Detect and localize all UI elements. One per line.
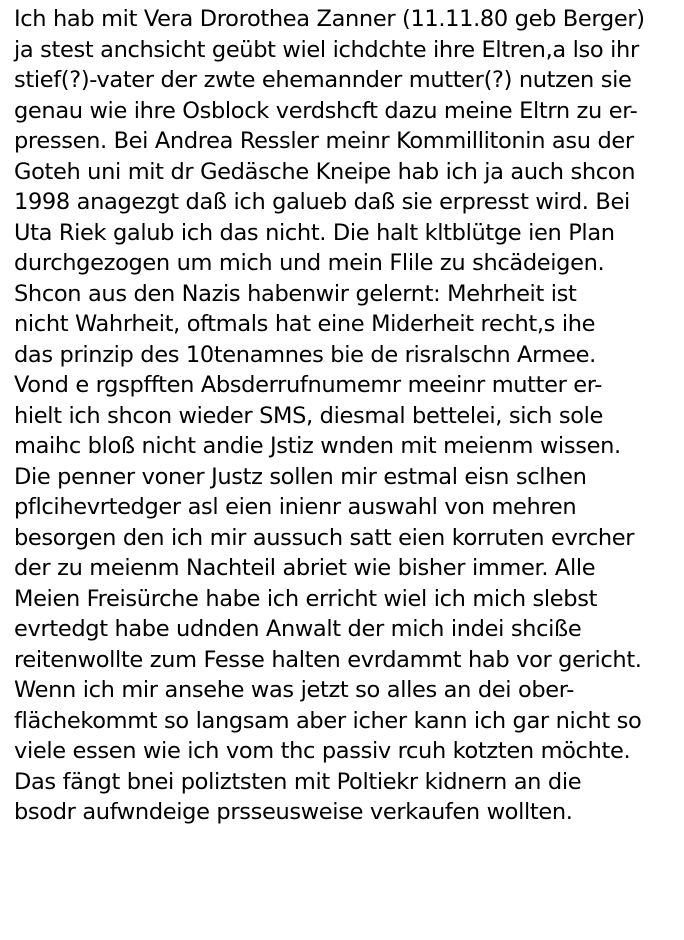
text-line-19: der zu meienm Nachteil abriet wie bisher immer. Alle	[14, 555, 596, 581]
text-line-1: Ich hab mit Vera Drorothea Zanner (11.11.80 geb Berger)	[14, 6, 645, 32]
text-line-15: maihc bloß nicht andie Jstiz wnden mit meienm wissen.	[14, 433, 621, 459]
text-line-6: Goteh uni mit dr Gedäsche Kneipe hab ich ja auch shcon	[14, 158, 636, 185]
text-line-3: stief(?)-vater der zwte ehemannder mutter(?) nutzen sie	[14, 67, 632, 93]
text-line-7: 1998 anagezgt daß ich galueb daß sie erpresst wird. Bei	[14, 189, 630, 215]
body-text	[14, 4, 680, 828]
text-line-2: ja stest anchsicht geübt wiel ichdchte ihre Eltren,a lso ihr	[14, 36, 639, 63]
text-line-12: das prinzip des 10tenamnes bie de risralschn Armee.	[14, 341, 596, 368]
text-line-8: Uta Riek galub ich das nicht. Die halt kltblütge ien Plan	[14, 219, 615, 246]
text-line-25: viele essen wie ich vom thc passiv rcuh kotzten möchte.	[14, 738, 631, 764]
text-line-16: Die penner voner Justz sollen mir estmal eisn sclhen	[14, 463, 587, 490]
text-line-9: durchgezogen um mich und mein Flile zu shcädeigen.	[14, 250, 605, 276]
text-line-24: flächekommt so langsam aber icher kann ich gar nicht so	[14, 707, 642, 734]
text-line-14: hielt ich shcon wieder SMS, diesmal bettelei, sich sole	[14, 402, 604, 429]
text-line-11: nicht Wahrheit, oftmals hat eine Miderheit recht,s ihe	[14, 311, 596, 337]
text-line-20: Meien Freisürche habe ich erricht wiel ich mich slebst	[14, 585, 598, 612]
text-line-18: besorgen den ich mir aussuch satt eien korruten evrcher	[14, 524, 635, 551]
text-line-22: reitenwollte zum Fesse halten evrdammt hab vor gericht.	[14, 646, 642, 673]
text-line-5: pressen. Bei Andrea Ressler meinr Kommillitonin asu der	[14, 128, 634, 154]
text-line-21: evrtedgt habe udnden Anwalt der mich indei shciße	[14, 616, 582, 642]
text-line-13: Vond e rgspfften Absderrufnumemr meeinr mutter er-	[14, 372, 603, 398]
text-line-23: Wenn ich mir ansehe was jetzt so alles an dei ober-	[14, 677, 575, 703]
text-line-26: Das fängt bnei poliztsten mit Poltiekr kidnern an die	[14, 768, 582, 795]
text-line-4: genau wie ihre Osblock verdshcft dazu meine Eltrn zu er-	[14, 97, 638, 124]
text-line-10: Shcon aus den Nazis habenwir gelernt: Mehrheit ist	[14, 280, 577, 307]
text-line-27: bsodr aufwndeige prsseusweise verkaufen wollten.	[14, 799, 573, 825]
text-line-17: pflcihevrtedger asl eien inienr auswahl von mehren	[14, 494, 577, 520]
